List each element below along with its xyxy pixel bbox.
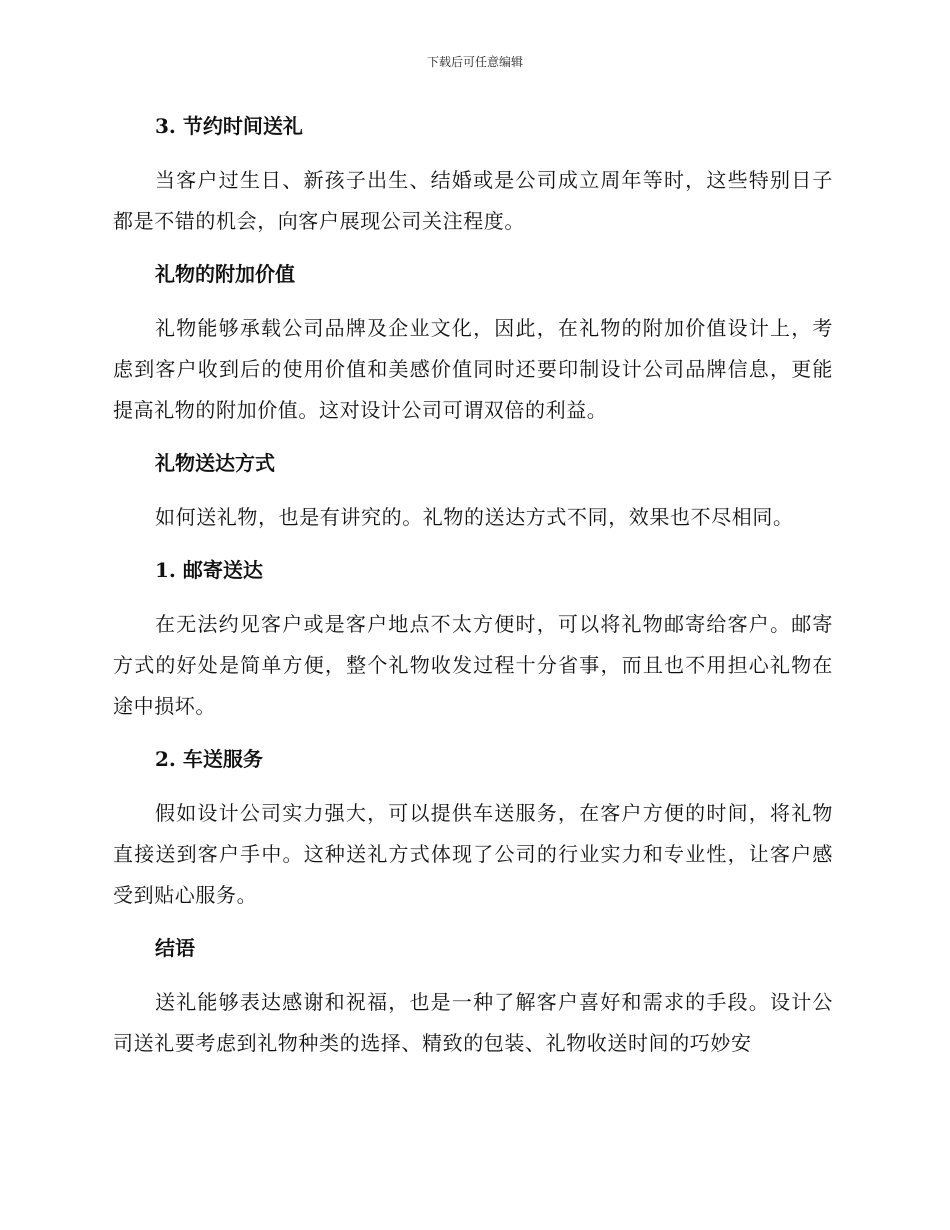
section-heading-delivery-method: 礼物送达方式 (155, 451, 275, 475)
section-heading-mail-delivery: 1. 邮寄送达 (155, 558, 263, 582)
paragraph-car-delivery: 假如设计公司实力强大，可以提供车送服务，在客户方便的时间，将礼物直接送到客户手中。这种送礼方式体现了公司的行业实力和专业性，让客户感受到贴心服务。 (113, 801, 833, 907)
paragraph-mail-delivery: 在无法约见客户或是客户地点不太方便时，可以将礼物邮寄给客户。邮寄方式的好处是简单方便，整个礼物收发过程十分省事，而且也不用担心礼物在途中损坏。 (113, 612, 833, 718)
document-body (113, 110, 833, 1080)
paragraph-special-days: 当客户过生日、新孩子出生、结婚或是公司成立周年等时，这些特别日子都是不错的机会，向客户展现公司关注程度。 (113, 168, 833, 233)
section-heading-save-time: 3. 节约时间送礼 (155, 114, 303, 138)
paragraph-delivery-method: 如何送礼物，也是有讲究的。礼物的送达方式不同，效果也不尽相同。 (155, 505, 794, 529)
section-heading-added-value: 礼物的附加价值 (155, 262, 295, 286)
paragraph-added-value: 礼物能够承载公司品牌及企业文化，因此，在礼物的附加价值设计上，考虑到客户收到后的使用价值和美感价值同时还要印制设计公司品牌信息，更能提高礼物的附加价值。这对设计公司可谓双倍的利益。 (113, 316, 833, 422)
page-header: 下载后可任意编辑 (426, 55, 523, 69)
paragraph-conclusion: 送礼能够表达感谢和祝福，也是一种了解客户喜好和需求的手段。设计公司送礼要考虑到礼物种类的选择、精致的包装、礼物收送时间的巧妙安 (113, 990, 833, 1055)
section-heading-car-delivery: 2. 车送服务 (155, 747, 263, 771)
section-heading-conclusion: 结语 (155, 936, 195, 960)
